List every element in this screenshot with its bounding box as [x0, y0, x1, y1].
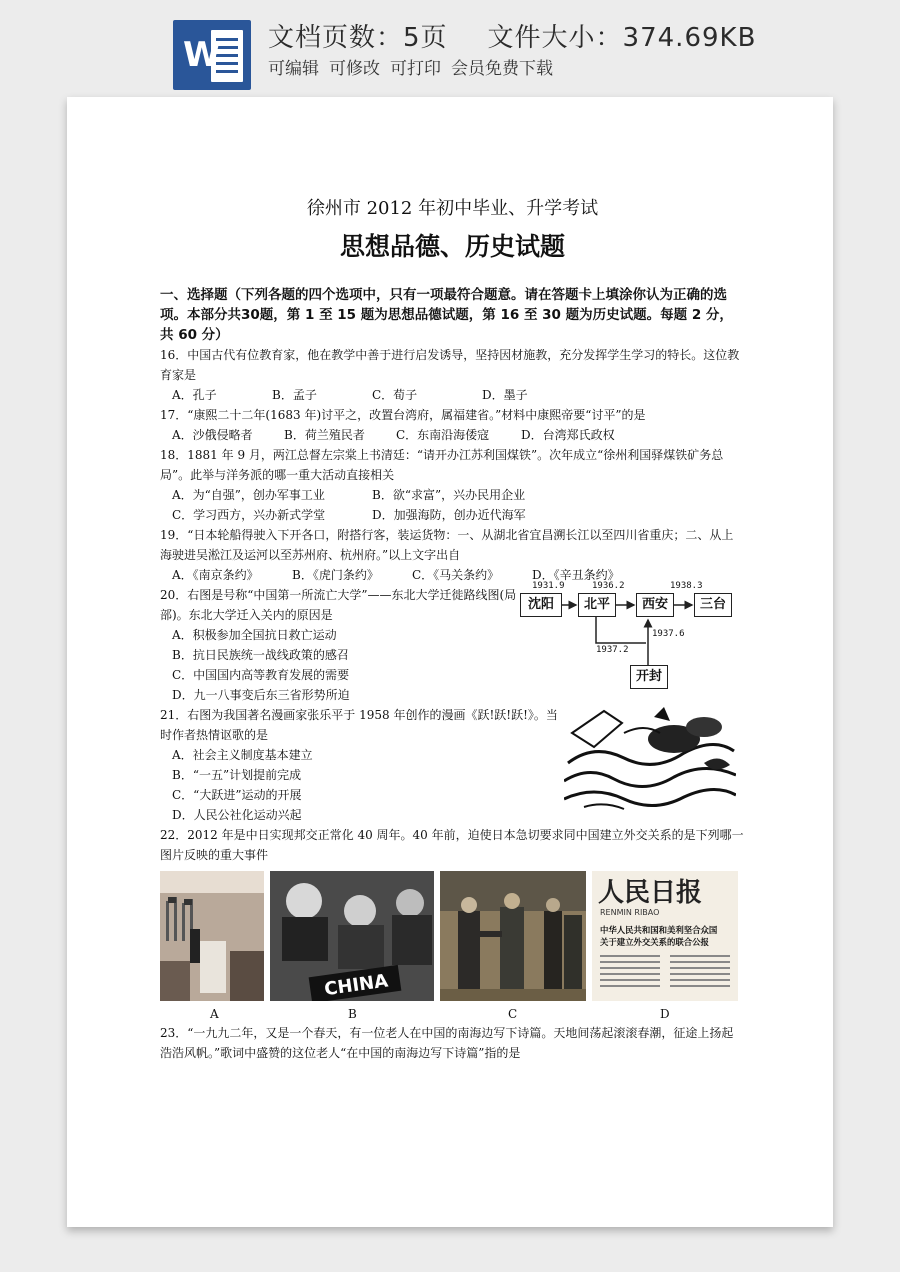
option-d: D．《辛丑条约》 — [532, 568, 620, 582]
newspaper-headline-2: 关于建立外交关系的联合公报 — [600, 937, 709, 947]
photo-c — [440, 871, 586, 1001]
photo-labels — [160, 1003, 745, 1023]
photo-d-newspaper — [592, 871, 738, 1001]
option-b: B．“一五”计划提前完成 — [172, 768, 302, 782]
question-16-options — [160, 385, 745, 405]
question-22: 22．2012 年是中日实现邦交正常化 40 周年。40 年前，迫使日本急切要求同中国建立外交关系的是下列哪一图片反映的重大事件 — [160, 828, 744, 862]
newspaper-masthead: 人民日报 — [598, 878, 703, 908]
node-santai: 三台 — [694, 593, 732, 617]
node-beiping: 北平 — [578, 593, 616, 617]
photo-label-b: B — [348, 1007, 357, 1021]
word-doc-icon — [173, 20, 251, 90]
option-c: C．“大跃进”运动的开展 — [172, 788, 302, 802]
question-18-options-ab — [160, 485, 745, 505]
node-kaifeng: 开封 — [630, 665, 668, 689]
question-19-options — [160, 565, 745, 585]
option-a: A．为“自强”，创办军事工业 — [172, 488, 325, 502]
page-content — [160, 197, 745, 1063]
question-17-options — [160, 425, 745, 445]
option-c: C．荀子 — [372, 388, 418, 402]
option-b: B．荷兰殖民者 — [284, 428, 365, 442]
option-a: A．沙俄侵略者 — [172, 428, 253, 442]
feature-printable: 可打印 — [390, 59, 441, 79]
question-19: 19．“日本轮船得驶入下开各口，附搭行客，装运货物：一、从湖北省宜昌溯长江以至四川省重庆；二、从上海驶进吴淞江及运河以至苏州府、杭州府。”以上文字出自 — [160, 528, 734, 562]
option-b: B．抗日民族统一战线政策的感召 — [172, 648, 349, 662]
node-xian: 西安 — [636, 593, 674, 617]
question-21: 21．右图为我国著名漫画家张乐平于 1958 年创作的漫画《跃!跃!跃!》。当时作者热情讴歌的是 — [160, 708, 558, 742]
photo-label-c: C — [508, 1007, 518, 1021]
option-d: D．墨子 — [482, 388, 528, 402]
option-d: D．人民公社化运动兴起 — [172, 808, 302, 822]
word-letter: W — [183, 35, 221, 75]
newspaper-pinyin: RENMIN RIBAO — [600, 908, 660, 917]
subject-title: 思想品德、历史试题 — [339, 232, 565, 261]
download-banner — [0, 0, 900, 92]
node-shenyang: 沈阳 — [520, 593, 562, 617]
question-18-options-cd — [160, 505, 745, 525]
date-label: 1938.3 — [670, 581, 703, 591]
option-c: C．《马关条约》 — [412, 568, 500, 582]
date-label: 1937.6 — [652, 629, 685, 639]
date-label: 1937.2 — [596, 645, 629, 655]
feature-list — [268, 58, 756, 80]
feature-modifiable: 可修改 — [329, 59, 380, 79]
question-22-photos — [160, 871, 745, 1003]
option-a: A．孔子 — [172, 388, 217, 402]
photo-b — [270, 871, 434, 1001]
question-20-block — [160, 581, 745, 705]
question-20: 20．右图是号称“中国第一所流亡大学”——东北大学迁徙路线图(局部)。东北大学迁入关内的原因是 — [160, 588, 517, 622]
date-label: 1931.9 — [532, 581, 565, 591]
option-a: A．积极参加全国抗日救亡运动 — [172, 628, 337, 642]
option-d: D．台湾郑氏政权 — [521, 428, 615, 442]
leap-cartoon-image — [564, 703, 736, 815]
option-d: D．九一八事变后东三省形势所迫 — [172, 688, 350, 702]
option-c: C．东南沿海倭寇 — [396, 428, 490, 442]
option-b: B．《虎门条约》 — [292, 568, 379, 582]
option-b: B．欲“求富”，兴办民用企业 — [372, 488, 526, 502]
file-size: 文件大小：374.69KB — [487, 23, 757, 53]
photo-label-d: D — [660, 1007, 670, 1021]
banner-info — [268, 22, 756, 80]
option-c: C．中国国内高等教育发展的需要 — [172, 668, 350, 682]
option-a: A．社会主义制度基本建立 — [172, 748, 313, 762]
exam-title: 徐州市 2012 年初中毕业、升学考试 — [306, 198, 599, 219]
question-18: 18．1881 年 9 月，两江总督左宗棠上书清廷：“请开办江苏利国煤铁”。次年成立“徐州利国驿煤铁矿务总局”。此举与洋务派的哪一重大活动直接相关 — [160, 448, 724, 482]
option-d: D．加强海防，创办近代海军 — [372, 508, 526, 522]
section-heading: 一、选择题（下列各题的四个选项中，只有一项最符合题意。请在答题卡上填涂你认为正确的选项。本部分共30题，第 1 至 15 题为思想品德试题，第 16 至 30 题为历史试题。每题 2 分，共 60 分） — [160, 287, 733, 343]
question-21-block — [160, 705, 745, 825]
option-a: A．《南京条约》 — [172, 568, 259, 582]
newspaper-headline-1: 中华人民共和国和美利坚合众国 — [600, 925, 718, 935]
feature-member-download[interactable]: 会员免费下载 — [451, 59, 553, 79]
option-c: C．学习西方，兴办新式学堂 — [172, 508, 326, 522]
photo-a — [160, 871, 264, 1001]
file-meta — [268, 22, 756, 54]
question-23: 23．“一九九二年，又是一个春天，有一位老人在中国的南海边写下诗篇。天地间荡起滚滚春潮，征途上扬起浩浩风帆。”歌词中盛赞的这位老人“在中国的南海边写下诗篇”指的是 — [160, 1026, 734, 1060]
date-label: 1936.2 — [592, 581, 625, 591]
question-17: 17．“康熙二十二年(1683 年)讨平之，改置台湾府，属福建省。”材料中康熙帝要“讨平”的是 — [160, 408, 646, 422]
china-sign-text: CHINA — [323, 970, 390, 1001]
migration-route-diagram — [520, 581, 740, 689]
feature-editable: 可编辑 — [268, 59, 319, 79]
question-16: 16．中国古代有位教育家，他在教学中善于进行启发诱导，坚持因材施教，充分发挥学生学习的特长。这位教育家是 — [160, 348, 740, 382]
photo-label-a: A — [210, 1007, 219, 1021]
document-page — [67, 97, 833, 1227]
page-count: 文档页数：5页 — [268, 23, 448, 53]
option-b: B．孟子 — [272, 388, 317, 402]
